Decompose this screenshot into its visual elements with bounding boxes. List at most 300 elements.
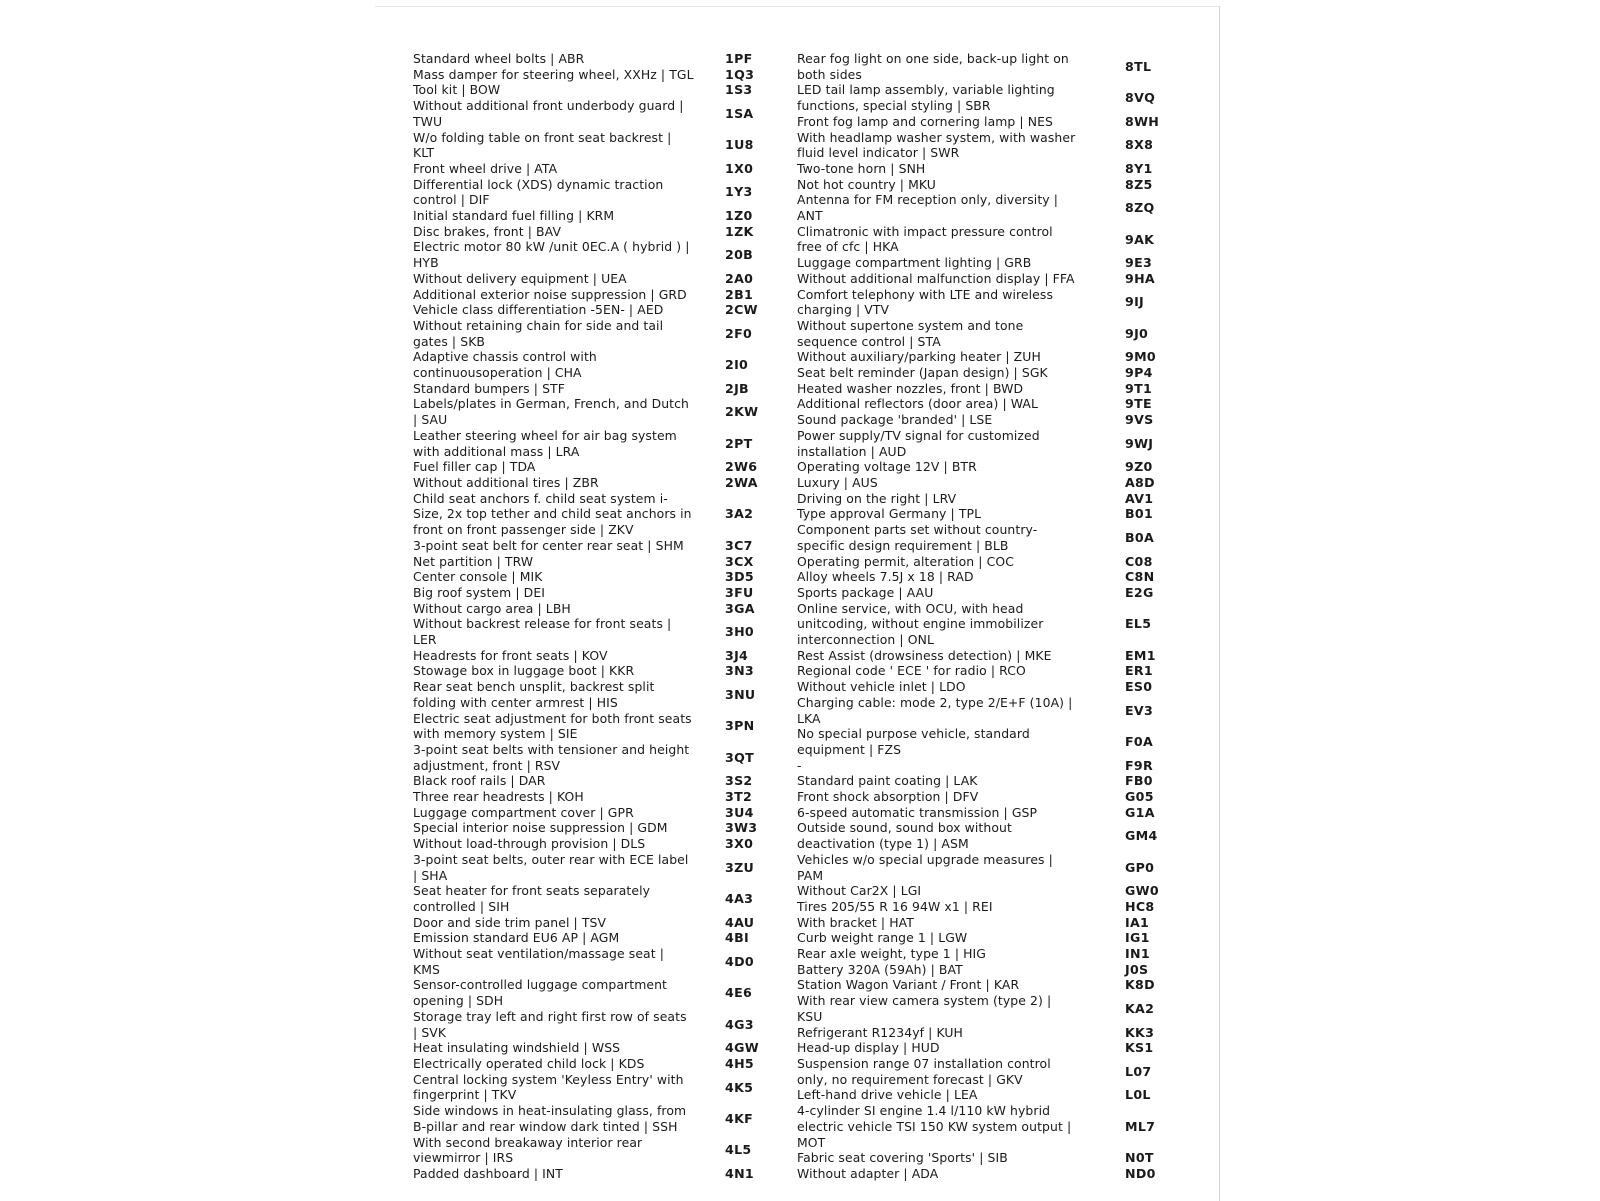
option-description: Rear axle weight, type 1 | HIG bbox=[797, 946, 987, 962]
right-option-column bbox=[797, 51, 1187, 1182]
option-row bbox=[413, 98, 797, 129]
option-code: 9AK bbox=[1125, 231, 1155, 247]
option-description: Adaptive chassis control with continuousoperation | CHA bbox=[413, 349, 597, 381]
option-code: EM1 bbox=[1125, 647, 1156, 663]
option-description: Vehicles w/o special upgrade measures | PAM bbox=[797, 851, 1053, 883]
option-code: 1X0 bbox=[725, 160, 754, 176]
option-code: 3NU bbox=[725, 686, 756, 702]
option-description: Luxury | AUS bbox=[797, 474, 878, 490]
option-row bbox=[413, 554, 797, 570]
option-row bbox=[413, 287, 797, 303]
option-row bbox=[797, 365, 1187, 381]
option-code: 8TL bbox=[1125, 58, 1152, 74]
option-row bbox=[797, 695, 1187, 726]
option-description: With headlamp washer system, with washer fluid level indicator | SWR bbox=[797, 129, 1076, 161]
option-description: Vehicle class differentiation -5EN- | AED bbox=[413, 302, 664, 318]
option-row bbox=[797, 396, 1187, 412]
option-code: 9VS bbox=[1125, 412, 1154, 428]
option-description: Net partition | TRW bbox=[413, 553, 534, 569]
option-row bbox=[797, 899, 1187, 915]
option-row bbox=[797, 789, 1187, 805]
option-code: 2WA bbox=[725, 474, 758, 490]
option-row bbox=[797, 412, 1187, 428]
option-description: Curb weight range 1 | LGW bbox=[797, 930, 968, 946]
option-row bbox=[413, 271, 797, 287]
option-code: 1Q3 bbox=[725, 66, 755, 82]
option-code: 1U8 bbox=[725, 137, 754, 153]
option-row bbox=[413, 82, 797, 98]
option-code: 2CW bbox=[725, 302, 758, 318]
option-code: A8D bbox=[1125, 474, 1155, 490]
option-row bbox=[413, 930, 797, 946]
option-code: 20B bbox=[725, 247, 754, 263]
option-description: Central locking system 'Keyless Entry' with fingerprint | TKV bbox=[413, 1071, 684, 1103]
option-code: AV1 bbox=[1125, 490, 1154, 506]
option-code: 2F0 bbox=[725, 325, 753, 341]
option-description: Without Car2X | LGI bbox=[797, 883, 922, 899]
option-code: L07 bbox=[1125, 1063, 1152, 1079]
option-code: 3U4 bbox=[725, 804, 754, 820]
option-description: Seat belt reminder (Japan design) | SGK bbox=[797, 365, 1048, 381]
option-description: Standard wheel bolts | ABR bbox=[413, 51, 585, 66]
option-code: 2KW bbox=[725, 404, 759, 420]
option-row bbox=[413, 239, 797, 270]
option-description: Disc brakes, front | BAV bbox=[413, 223, 562, 239]
option-row bbox=[797, 1166, 1187, 1182]
option-description: 3-point seat belt for center rear seat | SHM bbox=[413, 537, 684, 553]
option-row bbox=[413, 569, 797, 585]
option-row bbox=[413, 836, 797, 852]
option-description: Rest Assist (drowsiness detection) | MKE bbox=[797, 647, 1052, 663]
option-row bbox=[413, 742, 797, 773]
option-row bbox=[797, 648, 1187, 664]
option-description: Door and side trim panel | TSV bbox=[413, 914, 607, 930]
option-description: Luggage compartment cover | GPR bbox=[413, 804, 634, 820]
option-code: KS1 bbox=[1125, 1040, 1154, 1056]
option-description: Without supertone system and tone sequence control | STA bbox=[797, 317, 1024, 349]
option-code: 2A0 bbox=[725, 270, 754, 286]
option-description: Fabric seat covering 'Sports' | SIB bbox=[797, 1150, 1008, 1166]
option-code: GM4 bbox=[1125, 828, 1158, 844]
option-description: Child seat anchors f. child seat system i- Size, 2x top tether and child seat anchors in front on front passenger side | ZKV bbox=[413, 490, 692, 538]
option-code: 1ZK bbox=[725, 223, 754, 239]
option-row bbox=[797, 883, 1187, 899]
option-code: 4AU bbox=[725, 914, 755, 930]
option-row bbox=[413, 1072, 797, 1103]
option-description: Operating permit, alteration | COC bbox=[797, 553, 1014, 569]
option-description: Electric motor 80 kW /unit 0EC.A ( hybrid ) | HYB bbox=[413, 239, 690, 271]
option-description: Three rear headrests | KOH bbox=[413, 789, 584, 805]
option-description: Additional reflectors (door area) | WAL bbox=[797, 396, 1039, 412]
document-page bbox=[375, 6, 1220, 1201]
option-description: Two-tone horn | SNH bbox=[797, 160, 926, 176]
option-code: 4N1 bbox=[725, 1165, 754, 1181]
option-description: Not hot country | MKU bbox=[797, 176, 936, 192]
option-description: Luggage compartment lighting | GRB bbox=[797, 255, 1032, 271]
option-description: Sensor-controlled luggage compartment opening | SDH bbox=[413, 977, 667, 1009]
option-code: 4GW bbox=[725, 1040, 759, 1056]
option-description: Refrigerant R1234yf | KUH bbox=[797, 1024, 963, 1040]
option-row bbox=[413, 51, 797, 67]
option-row bbox=[797, 177, 1187, 193]
option-row bbox=[797, 726, 1187, 757]
option-code: 4K5 bbox=[725, 1079, 754, 1095]
option-code: F0A bbox=[1125, 734, 1154, 750]
option-description: Padded dashboard | INT bbox=[413, 1165, 563, 1181]
option-description: Climatronic with impact pressure control free of cfc | HKA bbox=[797, 223, 1053, 255]
option-description: Without additional malfunction display | FFA bbox=[797, 270, 1075, 286]
option-row bbox=[797, 428, 1187, 459]
option-row bbox=[413, 208, 797, 224]
option-code: 1S3 bbox=[725, 82, 753, 98]
option-row bbox=[797, 130, 1187, 161]
option-description: Electrically operated child lock | KDS bbox=[413, 1056, 645, 1071]
option-row bbox=[797, 946, 1187, 962]
option-description: Stowage box in luggage boot | KKR bbox=[413, 663, 635, 679]
option-description: Labels/plates in German, French, and Dutch | SAU bbox=[413, 396, 689, 428]
option-row bbox=[797, 192, 1187, 223]
option-code: ES0 bbox=[1125, 679, 1153, 695]
option-row bbox=[797, 1150, 1187, 1166]
option-description: Comfort telephony with LTE and wireless charging | VTV bbox=[797, 286, 1054, 318]
option-code: ML7 bbox=[1125, 1118, 1156, 1134]
option-row bbox=[413, 663, 797, 679]
option-code: IN1 bbox=[1125, 946, 1150, 962]
option-code: 3X0 bbox=[725, 836, 754, 852]
option-description: Regional code ' ECE ' for radio | RCO bbox=[797, 663, 1026, 679]
option-code: 2PT bbox=[725, 435, 753, 451]
option-code: B01 bbox=[1125, 506, 1154, 522]
option-code: 9J0 bbox=[1125, 325, 1149, 341]
option-row bbox=[413, 616, 797, 647]
option-code: 1PF bbox=[725, 51, 753, 66]
option-code: C8N bbox=[1125, 569, 1155, 585]
option-description: Without load-through provision | DLS bbox=[413, 836, 646, 852]
option-code: ER1 bbox=[1125, 663, 1153, 679]
option-description: - bbox=[797, 757, 802, 773]
option-code: 4BI bbox=[725, 930, 749, 946]
option-code: 4H5 bbox=[725, 1056, 754, 1071]
option-description: Special interior noise suppression | GDM bbox=[413, 820, 668, 836]
option-description: Station Wagon Variant / Front | KAR bbox=[797, 977, 1020, 993]
option-description: 4-cylinder SI engine 1.4 l/110 kW hybrid electric vehicle TSI 150 KW system output | MOT bbox=[797, 1103, 1072, 1150]
option-row bbox=[797, 114, 1187, 130]
option-code: 3S2 bbox=[725, 773, 753, 789]
option-description: Without retaining chain for side and tail gates | SKB bbox=[413, 317, 664, 349]
option-code: 4D0 bbox=[725, 953, 754, 969]
option-row bbox=[413, 789, 797, 805]
option-description: With rear view camera system (type 2) | KSU bbox=[797, 993, 1052, 1024]
option-code: 3GA bbox=[725, 600, 755, 616]
option-row bbox=[413, 1009, 797, 1040]
option-description: Rear seat bench unsplit, backrest split folding with center armrest | HIS bbox=[413, 679, 655, 710]
option-code: 8ZQ bbox=[1125, 200, 1155, 216]
option-row bbox=[797, 1087, 1187, 1103]
option-row bbox=[797, 491, 1187, 507]
option-description: Fuel filler cap | TDA bbox=[413, 459, 536, 475]
option-row bbox=[797, 349, 1187, 365]
option-code: 9T1 bbox=[1125, 380, 1153, 396]
option-code: 9M0 bbox=[1125, 349, 1156, 365]
option-code: G1A bbox=[1125, 804, 1155, 820]
option-description: Operating voltage 12V | BTR bbox=[797, 459, 977, 475]
option-row bbox=[413, 1040, 797, 1056]
option-code: EL5 bbox=[1125, 616, 1152, 632]
option-code: 4G3 bbox=[725, 1016, 754, 1032]
option-row bbox=[413, 538, 797, 554]
option-code: 3QT bbox=[725, 749, 754, 765]
option-description: Heat insulating windshield | WSS bbox=[413, 1040, 621, 1056]
option-description: Without additional front underbody guard | TWU bbox=[413, 98, 684, 129]
option-row bbox=[413, 491, 797, 538]
option-code: 9HA bbox=[1125, 270, 1155, 286]
option-row bbox=[797, 993, 1187, 1024]
option-description: No special purpose vehicle, standard equipment | FZS bbox=[797, 726, 1030, 757]
option-description: Online service, with OCU, with head unitcoding, without engine immobilizer interconnection | ONL bbox=[797, 600, 1044, 648]
option-row bbox=[797, 852, 1187, 883]
option-description: Center console | MIK bbox=[413, 569, 543, 585]
option-row bbox=[413, 711, 797, 742]
option-row bbox=[797, 805, 1187, 821]
option-code: 4KF bbox=[725, 1110, 754, 1126]
option-description: Antenna for FM reception only, diversity | ANT bbox=[797, 192, 1059, 224]
option-row bbox=[413, 224, 797, 240]
option-description: Without auxiliary/parking heater | ZUH bbox=[797, 349, 1041, 365]
option-code: C08 bbox=[1125, 553, 1153, 569]
option-row bbox=[413, 130, 797, 161]
option-description: Big roof system | DEI bbox=[413, 584, 546, 600]
option-code: ND0 bbox=[1125, 1165, 1156, 1181]
option-code: 3J4 bbox=[725, 647, 749, 663]
option-description: Without delivery equipment | UEA bbox=[413, 270, 627, 286]
option-row bbox=[797, 51, 1187, 82]
option-description: Seat heater for front seats separately controlled | SIH bbox=[413, 883, 651, 914]
option-description: Without adapter | ADA bbox=[797, 1165, 939, 1181]
option-description: Suspension range 07 installation control only, no requirement forecast | GKV bbox=[797, 1056, 1051, 1087]
option-code: 2I0 bbox=[725, 357, 749, 373]
option-description: Without vehicle inlet | LDO bbox=[797, 679, 966, 695]
option-description: W/o folding table on front seat backrest | KLT bbox=[413, 129, 672, 161]
option-code: 3CX bbox=[725, 553, 754, 569]
option-description: Differential lock (XDS) dynamic traction control | DIF bbox=[413, 176, 664, 208]
option-row bbox=[797, 601, 1187, 648]
option-row bbox=[797, 381, 1187, 397]
option-row bbox=[797, 1056, 1187, 1087]
option-code: E2G bbox=[1125, 584, 1154, 600]
option-row bbox=[797, 663, 1187, 679]
option-row bbox=[797, 977, 1187, 993]
option-code: 3FU bbox=[725, 584, 754, 600]
option-code: 8WH bbox=[1125, 113, 1160, 129]
option-row bbox=[413, 428, 797, 459]
option-row bbox=[797, 475, 1187, 491]
option-code: 4E6 bbox=[725, 985, 753, 1001]
option-code: 3W3 bbox=[725, 820, 758, 836]
option-row bbox=[797, 1040, 1187, 1056]
option-description: Component parts set without country- specific design requirement | BLB bbox=[797, 522, 1038, 553]
option-description: Front wheel drive | ATA bbox=[413, 160, 558, 176]
option-description: Outside sound, sound box without deactivation (type 1) | ASM bbox=[797, 820, 1012, 852]
option-code: 9P4 bbox=[1125, 365, 1153, 381]
option-row bbox=[797, 820, 1187, 851]
option-row bbox=[797, 82, 1187, 113]
option-row bbox=[413, 883, 797, 914]
option-row bbox=[797, 318, 1187, 349]
option-code: 3A2 bbox=[725, 506, 754, 522]
option-description: Driving on the right | LRV bbox=[797, 490, 957, 506]
option-code: 8Z5 bbox=[1125, 176, 1153, 192]
option-row bbox=[413, 585, 797, 601]
option-row bbox=[413, 1166, 797, 1182]
option-description: Without additional tires | ZBR bbox=[413, 474, 599, 490]
option-code: 3T2 bbox=[725, 789, 753, 805]
option-row bbox=[413, 820, 797, 836]
option-row bbox=[413, 946, 797, 977]
option-code: 9TE bbox=[1125, 396, 1152, 412]
option-code: 4L5 bbox=[725, 1142, 752, 1158]
option-code: FB0 bbox=[1125, 773, 1153, 789]
option-code: 3D5 bbox=[725, 569, 754, 585]
option-description: With bracket | HAT bbox=[797, 914, 914, 930]
option-code: 2W6 bbox=[725, 459, 758, 475]
option-row bbox=[413, 161, 797, 177]
option-code: 8VQ bbox=[1125, 90, 1156, 106]
option-code: KK3 bbox=[1125, 1024, 1155, 1040]
option-code: 2B1 bbox=[725, 286, 754, 302]
option-code: L0L bbox=[1125, 1087, 1151, 1103]
option-code: 3N3 bbox=[725, 663, 754, 679]
option-code: B0A bbox=[1125, 529, 1155, 545]
option-code: 4A3 bbox=[725, 891, 754, 907]
option-description: Black roof rails | DAR bbox=[413, 773, 546, 789]
option-code: F9R bbox=[1125, 757, 1153, 773]
option-code: 9E3 bbox=[1125, 255, 1153, 271]
option-description: Headrests for front seats | KOV bbox=[413, 647, 608, 663]
left-option-column bbox=[413, 51, 797, 1182]
option-row bbox=[797, 930, 1187, 946]
option-row bbox=[413, 915, 797, 931]
option-row bbox=[797, 915, 1187, 931]
option-description: Power supply/TV signal for customized installation | AUD bbox=[797, 427, 1040, 459]
option-code: GP0 bbox=[1125, 859, 1155, 875]
option-row bbox=[797, 506, 1187, 522]
option-row bbox=[797, 459, 1187, 475]
option-description: Without seat ventilation/massage seat | KMS bbox=[413, 946, 665, 977]
option-code: HC8 bbox=[1125, 898, 1155, 914]
option-description: Head-up display | HUD bbox=[797, 1040, 940, 1056]
option-row bbox=[797, 554, 1187, 570]
option-description: Type approval Germany | TPL bbox=[797, 506, 982, 522]
option-description: 3-point seat belts with tensioner and height adjustment, front | RSV bbox=[413, 741, 690, 773]
option-code: 1Y3 bbox=[725, 184, 753, 200]
option-row bbox=[413, 396, 797, 427]
option-description: Left-hand drive vehicle | LEA bbox=[797, 1087, 978, 1103]
option-row bbox=[413, 679, 797, 710]
option-description: Sound package 'branded' | LSE bbox=[797, 412, 993, 428]
option-code: J0S bbox=[1125, 961, 1149, 977]
option-row bbox=[413, 852, 797, 883]
option-row bbox=[797, 161, 1187, 177]
option-row bbox=[797, 569, 1187, 585]
option-description: Front shock absorption | DFV bbox=[797, 789, 979, 805]
option-row bbox=[797, 679, 1187, 695]
option-code: 1Z0 bbox=[725, 208, 753, 224]
option-description: Battery 320A (59Ah) | BAT bbox=[797, 961, 963, 977]
option-code: KA2 bbox=[1125, 1001, 1155, 1017]
option-description: Alloy wheels 7.5J x 18 | RAD bbox=[797, 569, 974, 585]
option-row bbox=[413, 67, 797, 83]
option-description: Emission standard EU6 AP | AGM bbox=[413, 930, 620, 946]
option-row bbox=[413, 773, 797, 789]
option-row bbox=[797, 1025, 1187, 1041]
option-row bbox=[413, 318, 797, 349]
option-code: 3H0 bbox=[725, 624, 754, 640]
option-description: 6-speed automatic transmission | GSP bbox=[797, 804, 1038, 820]
option-code: K8D bbox=[1125, 977, 1155, 993]
option-row bbox=[413, 177, 797, 208]
option-description: Charging cable: mode 2, type 2/E+F (10A) | LKA bbox=[797, 694, 1073, 726]
option-code: 3ZU bbox=[725, 859, 755, 875]
option-row bbox=[797, 1103, 1187, 1150]
option-row bbox=[413, 459, 797, 475]
option-description: LED tail lamp assembly, variable lighting functions, special styling | SBR bbox=[797, 82, 1055, 114]
option-description: Leather steering wheel for air bag system with additional mass | LRA bbox=[413, 427, 677, 459]
option-description: Sports package | AAU bbox=[797, 584, 934, 600]
option-row bbox=[797, 585, 1187, 601]
option-code: 8Y1 bbox=[1125, 160, 1153, 176]
option-row bbox=[413, 648, 797, 664]
option-description: Electric seat adjustment for both front seats with memory system | SIE bbox=[413, 710, 692, 742]
option-row bbox=[413, 601, 797, 617]
option-row bbox=[413, 1135, 797, 1166]
option-row bbox=[413, 805, 797, 821]
option-description: Without cargo area | LBH bbox=[413, 600, 571, 616]
option-description: Mass damper for steering wheel, XXHz | TGL bbox=[413, 66, 694, 82]
option-row bbox=[797, 224, 1187, 255]
option-code: 1SA bbox=[725, 105, 754, 121]
option-description: Tires 205/55 R 16 94W x1 | REI bbox=[797, 898, 993, 914]
option-description: Side windows in heat-insulating glass, from B-pillar and rear window dark tinted | SSH bbox=[413, 1103, 687, 1134]
option-code: EV3 bbox=[1125, 702, 1154, 718]
option-description: Heated washer nozzles, front | BWD bbox=[797, 380, 1024, 396]
option-row bbox=[413, 1103, 797, 1134]
option-description: With second breakaway interior rear viewmirror | IRS bbox=[413, 1134, 643, 1166]
option-code: N0T bbox=[1125, 1150, 1154, 1166]
option-row bbox=[797, 255, 1187, 271]
option-row bbox=[413, 349, 797, 380]
option-description: Additional exterior noise suppression | GRD bbox=[413, 286, 687, 302]
option-row bbox=[413, 977, 797, 1008]
option-row bbox=[797, 758, 1187, 774]
option-description: Standard paint coating | LAK bbox=[797, 773, 978, 789]
option-code: G05 bbox=[1125, 789, 1154, 805]
option-description: Initial standard fuel filling | KRM bbox=[413, 208, 615, 224]
option-row bbox=[797, 287, 1187, 318]
option-row bbox=[413, 475, 797, 491]
option-code: IG1 bbox=[1125, 930, 1150, 946]
option-code: 3C7 bbox=[725, 537, 753, 553]
option-row bbox=[797, 522, 1187, 553]
option-code: 9Z0 bbox=[1125, 459, 1153, 475]
option-description: 3-point seat belts, outer rear with ECE label | SHA bbox=[413, 851, 689, 883]
option-row bbox=[797, 962, 1187, 978]
option-description: Tool kit | BOW bbox=[413, 82, 501, 98]
option-description: Rear fog light on one side, back-up light on both sides bbox=[797, 51, 1069, 82]
option-code: 9WJ bbox=[1125, 435, 1154, 451]
option-code: 8X8 bbox=[1125, 137, 1154, 153]
option-code: GW0 bbox=[1125, 883, 1159, 899]
option-row bbox=[797, 773, 1187, 789]
